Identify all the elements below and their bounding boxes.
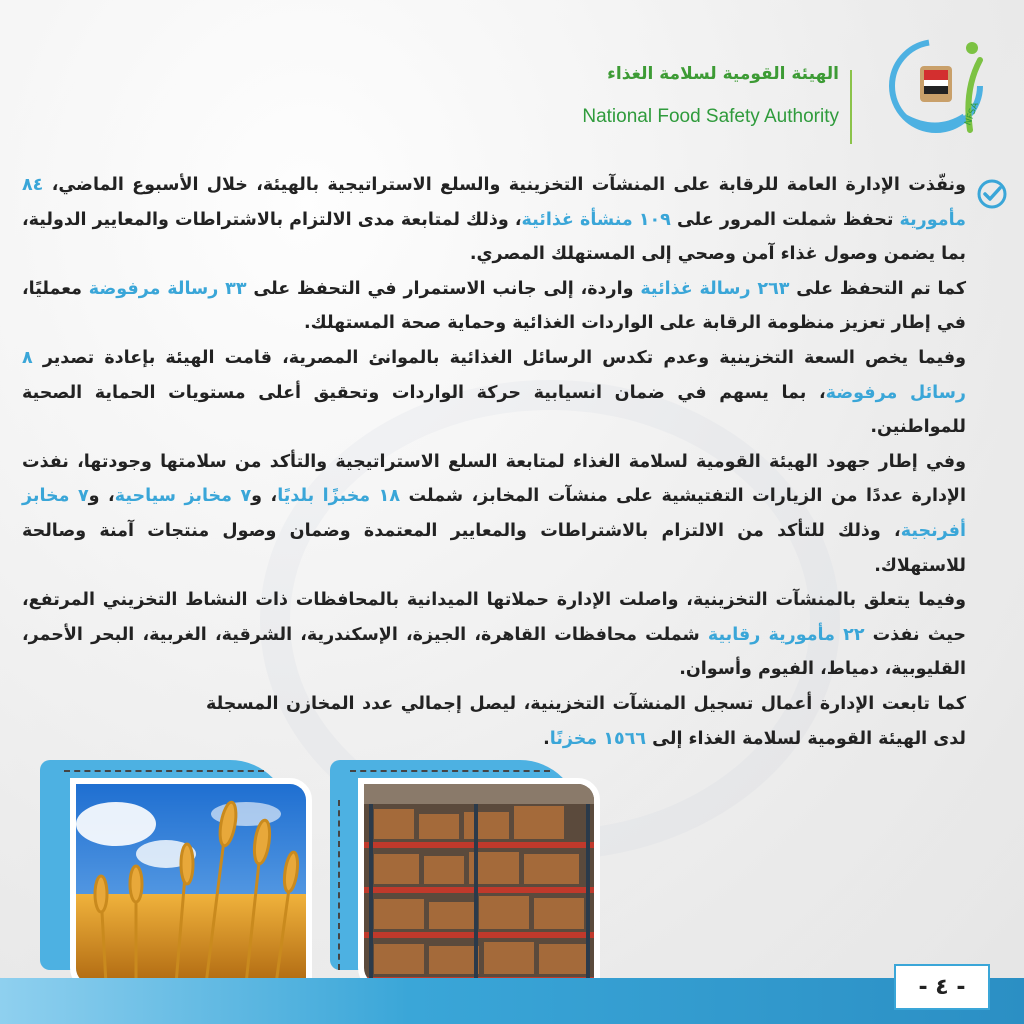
text-span: ونفّذت الإدارة العامة للرقابة على المنشآت التخزينية والسلع الاستراتيجية بالهيئة، خلال الأسبوع الماضي، — [43, 175, 966, 195]
text-span: ، وذلك للتأكد من الالتزام بالاشتراطات والمعايير المعتمدة وضمان وصول منتجات آمنة وصالحة للاستهلاك. — [22, 520, 966, 576]
paragraph-2 — [22, 272, 966, 341]
highlight-span: ١٥٦٦ مخزنًا — [549, 728, 647, 749]
text-span: ، و — [251, 486, 278, 507]
highlight-span: ١٨ مخبزًا بلديًا — [277, 486, 401, 507]
warehouse-shelves-photo — [358, 778, 600, 990]
highlight-span: ٨ رسائل مرفوضة — [22, 347, 966, 403]
text-span: . — [543, 728, 550, 749]
highlight-span: ٢٦٣ رسالة غذائية — [640, 278, 790, 299]
highlight-span: ٢٢ مأمورية رقابية — [707, 624, 865, 645]
text-span: ، وذلك لمتابعة مدى الالتزام بالاشتراطات والمعايير الدولية، بما يضمن وصول غذاء آمن وصحي إلى المستهلك المصري. — [22, 209, 966, 265]
checkmark-circle-icon — [976, 178, 1008, 210]
svg-text:NFSA: NFSA — [963, 101, 981, 128]
text-span: معمليًا، في إطار تعزيز منظومة الرقابة على الواردات الغذائية وحماية صحة المستهلك. — [22, 278, 966, 334]
highlight-span: ٣٣ رسالة مرفوضة — [88, 278, 247, 299]
text-span: ، و — [88, 486, 115, 507]
paragraph-6 — [206, 687, 966, 756]
warehouse-image — [364, 784, 594, 984]
wheat-image — [76, 784, 306, 984]
text-span: شملت محافظات القاهرة، الجيزة، الإسكندرية، الشرقية، الغربية، البحر الأحمر، القليوبية، دمياط، الفيوم وأسوان. — [22, 624, 966, 680]
text-span: ، بما يسهم في ضمان انسيابية حركة الواردات وتحقيق أعلى مستويات الحماية الصحية للمواطنين. — [22, 382, 966, 438]
dashed-line — [64, 770, 264, 772]
text-span: واردة، إلى جانب الاستمرار في التحفظ على — [246, 278, 641, 299]
article-body — [22, 168, 966, 756]
org-name-english: National Food Safety Authority — [582, 106, 839, 127]
page-number: - ٤ - — [894, 964, 990, 1010]
paragraph-4 — [22, 445, 966, 583]
paragraph-1 — [22, 168, 966, 272]
nfsa-logo-icon — [884, 30, 994, 140]
footer-bar — [0, 978, 1024, 1024]
text-span: تحفظ شملت المرور على — [670, 209, 900, 230]
highlight-span: ١٠٩ منشأة غذائية — [521, 209, 671, 230]
highlight-span: ٧ مخابز سياحية — [114, 486, 252, 507]
paragraph-3 — [22, 341, 966, 445]
org-name-arabic: الهيئة القومية لسلامة الغذاء — [607, 64, 839, 84]
highlight-span: ٧ مخابز أفرنجية — [22, 486, 966, 541]
dashed-line — [338, 800, 340, 970]
text-span: كما تابعت الإدارة أعمال تسجيل المنشآت التخزينية، ليصل إجمالي عدد المخازن المسجلة لدى الهيئة القومية لسلامة الغذاء إلى — [206, 693, 966, 749]
wheat-field-photo — [70, 778, 312, 990]
header — [544, 20, 1004, 140]
text-span: كما تم التحفظ على — [789, 278, 966, 299]
text-span: وفي إطار جهود الهيئة القومية لسلامة الغذاء لمتابعة السلع الاستراتيجية والتأكد من سلامتها وجودتها، نفذت الإدارة عددًا من الزيارات التفتيشية على منشآت المخابز، شملت — [22, 451, 966, 507]
text-span: وفيما يتعلق بالمنشآت التخزينية، واصلت الإدارة حملاتها الميدانية بالمحافظات ذات النشاط التخزيني المرتفع، حيث نفذت — [22, 590, 966, 645]
header-divider — [850, 70, 852, 144]
highlight-span: ٨٤ مأمورية — [22, 175, 966, 230]
dashed-line — [350, 770, 550, 772]
text-span: وفيما يخص السعة التخزينية وعدم تكدس الرسائل الغذائية بالموانئ المصرية، قامت الهيئة بإعادة تصدير — [32, 347, 966, 368]
paragraph-5 — [22, 583, 966, 687]
